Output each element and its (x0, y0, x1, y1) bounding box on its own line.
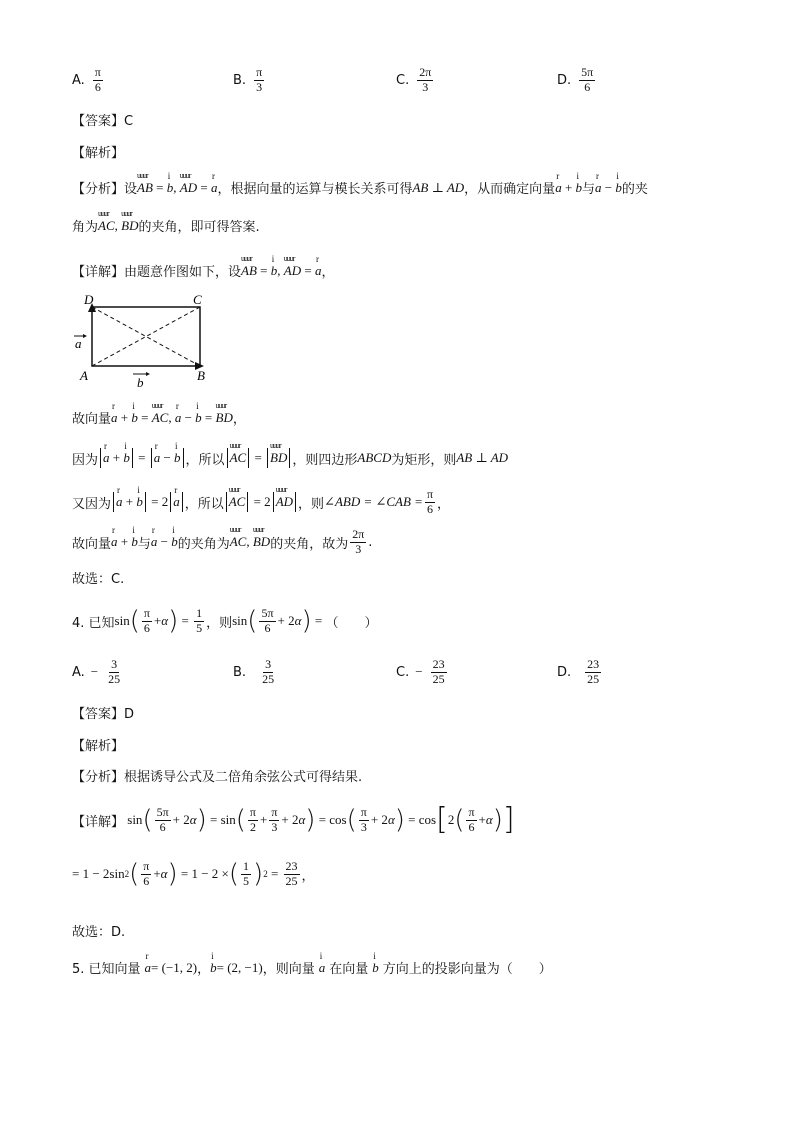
label-a: A (80, 368, 88, 383)
text: ，则向量 (262, 962, 315, 977)
text: 的夹 (621, 182, 648, 197)
q3-answer: 【答案】C (72, 114, 134, 129)
text: 的夹角，故为 (270, 536, 349, 552)
fraction-num: π (94, 65, 101, 79)
text: ，则 (206, 615, 233, 631)
text: ，根据向量的运算与模长关系可得 (217, 182, 413, 197)
fraction-5pi-6: $\frac{5\pi}{6}$ (261, 606, 274, 635)
fraction-num: 3 (111, 657, 118, 671)
q4-answer: 【答案】D (72, 707, 135, 722)
diagonal-ac (92, 307, 200, 366)
angle-expr: ∠ABD = ∠CAB = (324, 494, 423, 510)
vector-a: r a (103, 450, 110, 466)
diagonal-db (92, 307, 200, 366)
vector-ac: uuur AC (152, 410, 169, 426)
text: 故向量 (72, 412, 112, 427)
arrow-right-icon (146, 372, 150, 376)
vector-bd: uuur BD (270, 450, 287, 466)
q3-guxuan: 故选：C. (72, 572, 125, 587)
fraction-den: 3 (422, 79, 429, 94)
text: 故向量 (72, 536, 112, 552)
vector-a: r a (145, 960, 152, 976)
question-number: 5. 已知向量 (72, 962, 141, 977)
rectangle-abcd (92, 307, 200, 366)
vector-ad: uuur AD (284, 263, 301, 279)
option-letter: C. (396, 72, 410, 88)
vector-ac: uuur AC (98, 218, 115, 234)
fraction-pi-6: $\frac{\pi}{6}$ (143, 606, 150, 635)
text: 的夹角，即可得答案. (138, 220, 260, 235)
text: 又因为 (72, 496, 112, 512)
option-sign: − (90, 664, 99, 680)
vector-a: r a (111, 410, 118, 426)
text: ，则四边形 (292, 452, 358, 468)
vector-ab: uuur AB (241, 263, 257, 279)
text: 为矩形，则 (391, 452, 457, 468)
text: ，所以 (184, 496, 224, 512)
vector-ad: uuur AD (180, 180, 197, 196)
text: 与 (582, 182, 596, 197)
arrow-right-icon (83, 334, 87, 338)
q3-option-b (233, 66, 266, 95)
option-fraction (106, 658, 122, 687)
fraction-num: 3 (265, 657, 272, 671)
q3-analysis-header: 【解析】 (72, 146, 125, 161)
option-fraction (585, 658, 601, 687)
option-fraction (579, 66, 595, 95)
fraction-den: 25 (432, 671, 445, 686)
text: 设 (124, 182, 138, 197)
vector-a: r a (173, 494, 180, 510)
q4-fenxi: 【分析】根据诱导公式及二倍角余弦公式可得结果. (72, 770, 363, 785)
q4-option-d (557, 658, 603, 687)
vector-a: r a (211, 180, 218, 196)
vector-b: i b (210, 960, 217, 976)
option-letter: D. (557, 664, 572, 680)
q3-fenxi-line1: 【分析】 设 uuur AB = i b , uuur AD = r a ，根据向量的运算与模长关系可得 AB ⊥ AD ，从而确定向量 r a + i b 与 r a − i b 的夹 (72, 178, 648, 197)
option-letter: B. (233, 664, 247, 680)
q4-stem: 4. 已知 sin ( $\frac{\pi}{6}$ + α ) = $\frac{1}{5}$ ，则 sin ( $\frac{5\pi}{6}$ + 2 α ) = （ ） (72, 606, 378, 637)
fraction-num: 2π (352, 527, 365, 541)
rect-name: ABCD (357, 450, 392, 465)
vector-b: i b (123, 450, 130, 466)
q4-xiangjie-line2: = 1 − 2sin 2 ( $\frac{\pi}{6}$ + α ) = 1 − 2 × ( $\frac{1}{5}$ ) 2 = $\frac{23}{25}$ ， (72, 859, 315, 890)
text: ，从而确定向量 (464, 182, 556, 197)
option-letter: D. (557, 72, 572, 88)
q3-you-line: 又因为 r a + i b = 2 r a ，所以 uuur AC = 2 uuur AD ，则 ∠ABD = ∠CAB = $\frac{\pi}{6}$ ， (72, 488, 450, 517)
option-letter: B. (233, 72, 247, 88)
q3-option-d (557, 66, 597, 95)
label-c: C (193, 292, 202, 307)
q5-stem: 5. 已知向量 r a = (−1, 2) ， i b = (2, −1) ，则向量 i a 在向量 i b 方向上的投影向量为（ ） (72, 958, 552, 977)
vector-a: i a (319, 960, 326, 976)
label-b: B (197, 368, 205, 383)
vector-b: i b (136, 494, 143, 510)
fraction-den: 3 (355, 541, 362, 556)
vector-b: i b (615, 180, 622, 196)
text: 在向量 (329, 962, 369, 977)
fraction-num: 23 (587, 657, 600, 671)
vector-b: i b (195, 410, 202, 426)
option-fraction (417, 66, 433, 95)
fraction-pi-6 (425, 488, 435, 517)
vector-a: r a (175, 410, 182, 426)
option-fraction (93, 66, 103, 95)
fraction-den: 25 (108, 671, 121, 686)
vector-b: i b (271, 263, 278, 279)
vector-b: i b (576, 180, 583, 196)
option-sign: − (415, 664, 423, 680)
option-letter: A. (72, 664, 85, 680)
option-fraction (254, 66, 264, 95)
fraction-den: 6 (426, 501, 433, 516)
vector-a: r a (315, 263, 322, 279)
vector-bd: uuur BD (216, 410, 233, 426)
vector-a: r a (154, 450, 161, 466)
fraction-den: 25 (587, 671, 600, 686)
fraction-num: π (426, 487, 434, 501)
xiangjie-tag: 【详解】 (72, 814, 125, 830)
xiangjie-tag: 【详解】 (72, 265, 125, 280)
q3-yinwei-line: 因为 r a + i b = r a − i b ，所以 uuur AC = uuur BD ，则四边形 ABCD 为矩形，则 AB ⊥ AD (72, 448, 508, 468)
answer-bracket: （ ） (325, 615, 378, 631)
fraction-den: 25 (262, 671, 275, 686)
fraction-num: 2π (419, 65, 432, 79)
vector-b: i b (167, 180, 174, 196)
vector-ad: uuur AD (276, 494, 293, 510)
option-letter: C. (396, 664, 410, 680)
q3-xiangjie-line: 【详解】 由题意作图如下，设 uuur AB = i b , uuur AD = r a ， (72, 261, 334, 280)
math-ab-perp-ad: AB ⊥ AD (456, 450, 509, 465)
text: 方向上的投影向量为（ ） (382, 962, 552, 977)
text: 因为 (72, 452, 99, 468)
q4-option-b (233, 658, 278, 687)
fraction-num: 23 (432, 657, 445, 671)
fraction-num: 5π (581, 65, 594, 79)
vector-bd: uuur BD (253, 534, 270, 550)
vector-b: i b (171, 534, 178, 550)
q4-guxuan: 故选：D. (72, 925, 126, 940)
vector-b: i b (174, 450, 181, 466)
math-ab-perp-ad: AB ⊥ AD (412, 179, 465, 195)
vector-b-value: = (2, −1) (216, 959, 263, 975)
text: 角为 (72, 220, 99, 235)
fraction-den: 6 (584, 79, 591, 94)
fraction-1-5: $\frac{1}{5}$ (196, 606, 203, 635)
vector-ac: uuur AC (229, 494, 246, 510)
vector-a: r a (595, 180, 602, 196)
vector-a: r a (111, 534, 118, 550)
option-fraction (431, 658, 447, 687)
fraction-2pi-3 (350, 528, 366, 557)
q4-analysis-header: 【解析】 (72, 739, 125, 754)
option-fraction (260, 658, 276, 687)
vector-a: r a (116, 494, 123, 510)
rectangle-diagram (70, 290, 220, 390)
label-vector-a: a (75, 336, 82, 351)
q4-option-a (72, 658, 124, 687)
vector-a-value: = (−1, 2) (151, 959, 198, 975)
text: 的夹角为 (177, 536, 230, 552)
q4-xiangjie-line1: 【详解】 sin ( $\frac{5\pi}{6}$ + 2 α ) = sin ( $\frac{\pi}{2}$ + $\frac{\pi}{3}$ + 2 α ) = cos ( $\frac{\pi}{3}$ + 2 α ) = cos [ 2 ( $\frac{\pi}{6}$ + α ) ] (72, 802, 515, 837)
text: 与 (137, 536, 151, 552)
q4-option-c (396, 658, 449, 687)
q3-option-a (72, 66, 105, 95)
fraction-num: π (256, 65, 263, 79)
label-vector-b: b (137, 375, 144, 390)
text: 由题意作图如下，设 (124, 265, 242, 280)
q3-gu2-line: 故向量 r a + i b 与 r a − i b 的夹角为 uuur AC , uuur BD 的夹角，故为 $\frac{2\pi}{3}$ . (72, 528, 372, 557)
vector-a: r a (151, 534, 158, 550)
vector-bd: uuur BD (121, 218, 138, 234)
text: ，则 (298, 496, 325, 512)
vector-b: i b (131, 534, 138, 550)
text: ，所以 (185, 452, 225, 468)
label-d: D (84, 292, 94, 307)
vector-ac: uuur AC (230, 450, 247, 466)
q3-option-c (396, 66, 435, 95)
vector-b: i b (131, 410, 138, 426)
vector-b: i b (372, 960, 379, 976)
vector-a: r a (555, 180, 562, 196)
question-number: 4. 已知 (72, 615, 115, 631)
q3-gu-line: 故向量 r a + i b = uuur AC , r a − i b = uuur BD ， (72, 408, 246, 427)
fraction-den: 6 (94, 79, 101, 94)
option-letter: A. (72, 72, 85, 88)
vector-ac: uuur AC (230, 534, 247, 550)
fraction-den: 3 (256, 79, 263, 94)
q3-fenxi-line2: 角为 uuur AC , uuur BD 的夹角，即可得答案. (72, 216, 260, 235)
fenxi-tag: 【分析】 (72, 182, 125, 197)
vector-ab: uuur AB (137, 180, 153, 196)
